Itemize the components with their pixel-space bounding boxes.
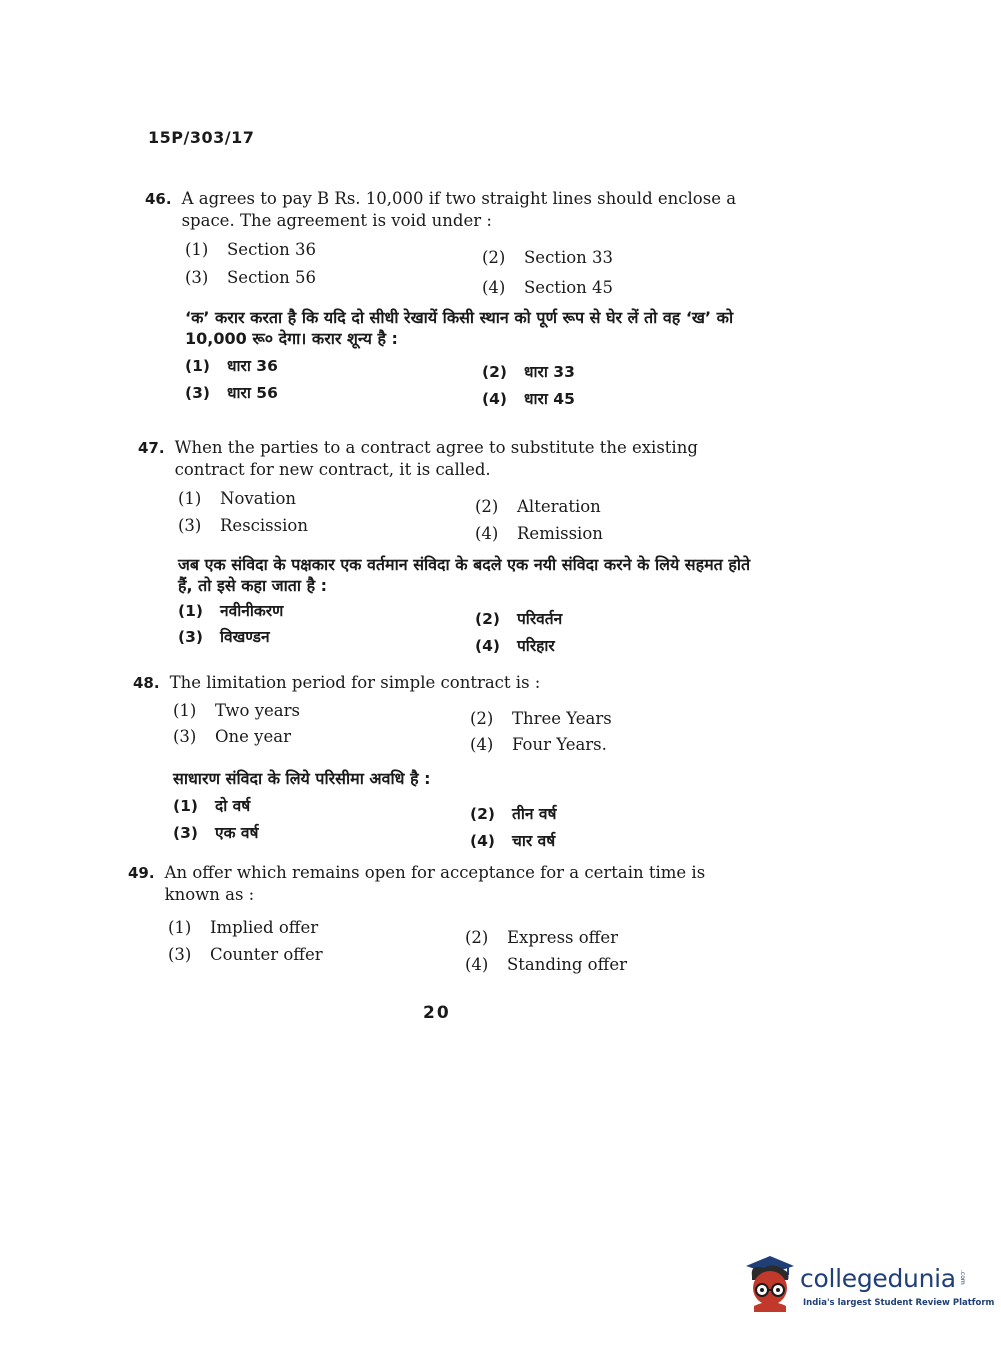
collegedunia-logo[interactable] xyxy=(740,1248,995,1318)
option-2-hindi: (2) परिवर्तन xyxy=(475,609,563,628)
options-english xyxy=(173,698,761,754)
option-2: (2) Three Years xyxy=(470,709,612,729)
option-4: (4) Section 45 xyxy=(482,277,614,297)
option-3: (3) Section 56 xyxy=(185,267,317,287)
options-hindi xyxy=(173,794,761,850)
option-1: (1) Novation xyxy=(178,488,296,508)
question-text: A agrees to pay B Rs. 10,000 if two straight lines should enclose a space. The agreement is void under : xyxy=(181,189,737,231)
option-3: (3) Counter offer xyxy=(168,944,323,964)
logo-tagline: India's largest Student Review Platform xyxy=(803,1298,995,1308)
option-4-hindi: (4) धारा 45 xyxy=(482,389,575,408)
option-4: (4) Remission xyxy=(475,523,603,543)
option-2-hindi: (2) तीन वर्ष xyxy=(470,804,557,823)
question-text-hindi: जब एक संविदा के पक्षकार एक वर्तमान संविदा के बदले एक नयी संविदा करने के लिये सहमत होते हैं, तो इसे कहा जाता है : xyxy=(178,554,751,596)
options-hindi xyxy=(178,601,766,657)
option-2: (2) Section 33 xyxy=(482,247,614,267)
option-1-hindi: (1) दो वर्ष xyxy=(173,796,251,815)
option-3-hindi: (3) विखण्डन xyxy=(178,627,270,646)
options-english xyxy=(168,911,756,974)
option-1-hindi: (1) धारा 36 xyxy=(185,356,278,375)
student-mascot-icon xyxy=(740,1250,800,1314)
options-english xyxy=(178,486,766,542)
option-4: (4) Standing offer xyxy=(465,954,627,974)
options-english xyxy=(185,237,770,297)
question-49 xyxy=(128,862,756,974)
logo-name: collegedunia xyxy=(800,1264,956,1293)
question-number: 49. xyxy=(128,864,155,882)
page-code: 15P/303/17 xyxy=(148,128,255,147)
option-4-hindi: (4) परिहार xyxy=(475,636,555,655)
question-46 xyxy=(145,188,770,410)
option-3-hindi: (3) धारा 56 xyxy=(185,383,278,402)
option-2: (2) Express offer xyxy=(465,927,619,947)
option-3: (3) One year xyxy=(173,727,291,747)
question-text: When the parties to a contract agree to substitute the existing contract for new contract, it is called. xyxy=(174,438,698,480)
option-2-hindi: (2) धारा 33 xyxy=(482,362,575,381)
option-3-hindi: (3) एक वर्ष xyxy=(173,823,259,842)
option-4: (4) Four Years. xyxy=(470,735,607,755)
option-4-hindi: (4) चार वर्ष xyxy=(470,831,556,850)
option-2: (2) Alteration xyxy=(475,496,601,516)
option-3: (3) Rescission xyxy=(178,515,308,535)
question-text: The limitation period for simple contract is : xyxy=(169,673,541,692)
option-1: (1) Section 36 xyxy=(185,239,317,259)
question-number: 48. xyxy=(133,674,160,692)
option-1: (1) Two years xyxy=(173,701,300,721)
options-hindi xyxy=(185,354,770,410)
logo-domain: .com xyxy=(959,1270,966,1285)
question-text: An offer which remains open for acceptance for a certain time is known as : xyxy=(164,863,706,905)
question-number: 46. xyxy=(145,190,172,208)
question-48 xyxy=(133,672,761,850)
option-1: (1) Implied offer xyxy=(168,917,319,937)
page-number: 20 xyxy=(423,1003,451,1023)
question-text-hindi: साधारण संविदा के लिये परिसीमा अवधि है : xyxy=(173,769,431,789)
question-number: 47. xyxy=(138,439,165,457)
option-1-hindi: (1) नवीनीकरण xyxy=(178,601,284,620)
question-text-hindi: ‘क’ करार करता है कि यदि दो सीधी रेखायें किसी स्थान को पूर्ण रूप से घेर लें तो वह ‘ख’ को 10,000 रू० देगा। करार शून्य है : xyxy=(185,307,734,349)
question-47 xyxy=(138,437,766,657)
